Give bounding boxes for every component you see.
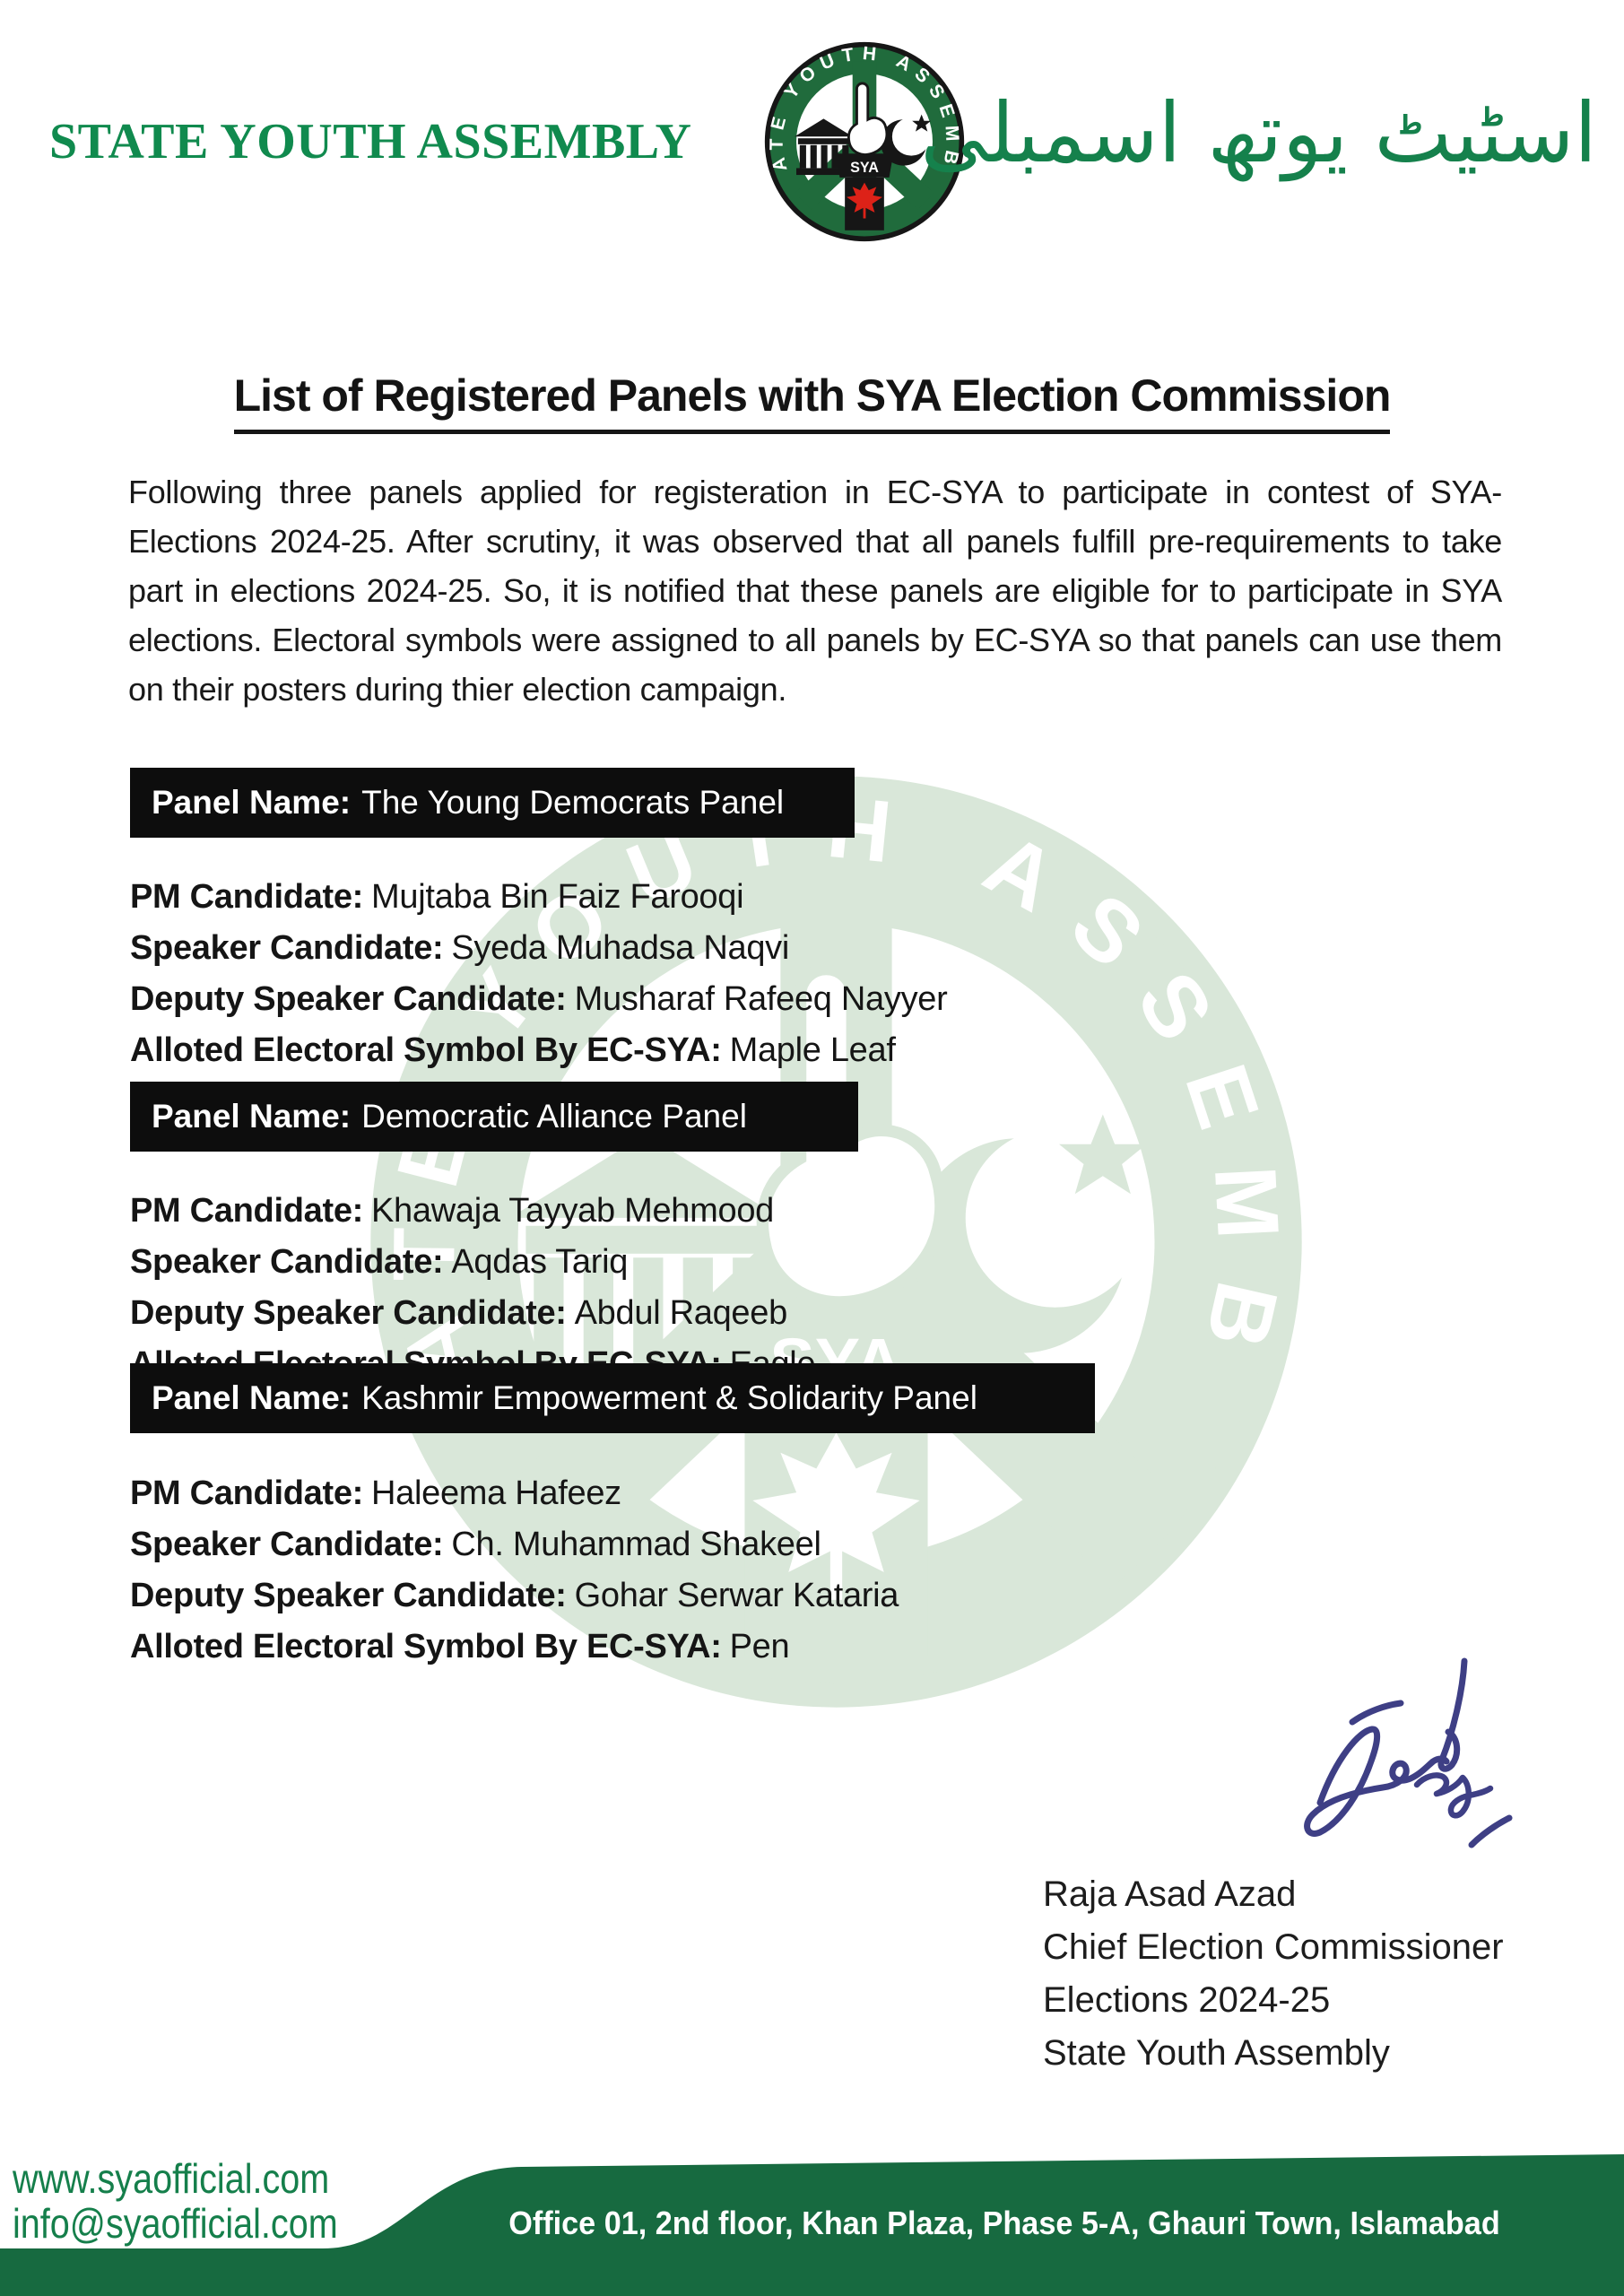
panel-field-pm <box>130 1186 815 1237</box>
field-value: Aqdas Tariq <box>451 1243 629 1281</box>
page-title: List of Registered Panels with SYA Election Commission <box>234 370 1391 434</box>
field-label: PM Candidate: <box>130 878 364 916</box>
field-value: Mujtaba Bin Faiz Farooqi <box>371 878 744 916</box>
intro-paragraph: Following three panels applied for registeration in EC-SYA to participate in contest of SYA-Elections 2024-25. After scrutiny, it was observed that all panels fulfill pre-requirements to take part in elections 2024-25. So, it is notified that these panels are eligible for to participate in SYA elections. Electoral symbols were assigned to all panels by EC-SYA so that panels can use them on their posters during thier election campaign. <box>128 474 1502 708</box>
field-label: Alloted Electoral Symbol By EC-SYA: <box>130 1031 722 1069</box>
org-name-urdu: اسٹیٹ یوتھ اسمبلی <box>920 85 1597 181</box>
field-value: Gohar Serwar Kataria <box>574 1577 899 1614</box>
panel-name-value: Kashmir Empowerment & Solidarity Panel <box>361 1379 977 1416</box>
panel-details <box>130 872 947 1076</box>
field-value: Syeda Muhadsa Naqvi <box>451 929 790 967</box>
panel-name-label: Panel Name: <box>152 784 352 821</box>
field-value: Ch. Muhammad Shakeel <box>451 1526 821 1563</box>
panel-name-bar <box>130 768 855 838</box>
panel-name-bar <box>130 1363 1095 1433</box>
panel-details <box>130 1186 815 1390</box>
field-label: PM Candidate: <box>130 1474 364 1512</box>
panel-field-deputy <box>130 1288 815 1339</box>
field-label: Deputy Speaker Candidate: <box>130 1294 567 1332</box>
field-value: Pen <box>729 1628 790 1665</box>
field-value: Musharaf Rafeeq Nayyer <box>574 980 948 1018</box>
panel-field-speaker <box>130 1519 899 1570</box>
signatory-elections: Elections 2024-25 <box>1043 1980 1331 2020</box>
field-label: Deputy Speaker Candidate: <box>130 980 567 1018</box>
field-label: PM Candidate: <box>130 1192 364 1230</box>
field-value: Abdul Raqeeb <box>574 1294 787 1332</box>
signature-block <box>1043 1868 1504 2080</box>
panel-field-speaker <box>130 923 947 974</box>
footer-contact <box>13 2156 338 2246</box>
field-label: Speaker Candidate: <box>130 929 444 967</box>
panel-name-label: Panel Name: <box>152 1098 352 1135</box>
panel-field-deputy <box>130 1570 899 1622</box>
field-label: Speaker Candidate: <box>130 1526 444 1563</box>
panel-name-bar <box>130 1082 858 1152</box>
signatory-name: Raja Asad Azad <box>1043 1874 1297 1914</box>
field-value: Haleema Hafeez <box>371 1474 621 1512</box>
org-name-english: STATE YOUTH ASSEMBLY <box>49 114 692 170</box>
panel-field-symbol <box>130 1025 947 1076</box>
office-address: Office 01, 2nd floor, Khan Plaza, Phase 5-A, Ghauri Town, Islamabad <box>508 2205 1500 2241</box>
signatory-org: State Youth Assembly <box>1043 2033 1390 2073</box>
panel-field-pm <box>130 1468 899 1519</box>
signatory-role: Chief Election Commissioner <box>1043 1927 1504 1967</box>
panel-field-pm <box>130 872 947 923</box>
field-value: Khawaja Tayyab Mehmood <box>371 1192 774 1230</box>
panel-name-value: The Young Democrats Panel <box>361 784 785 821</box>
signature-image <box>1273 1648 1542 1877</box>
website-text: www.syaofficial.com <box>13 2155 330 2202</box>
field-label: Deputy Speaker Candidate: <box>130 1577 567 1614</box>
email-text: info@syaofficial.com <box>13 2200 338 2247</box>
panel-field-speaker <box>130 1237 815 1288</box>
panel-name-value: Democratic Alliance Panel <box>361 1098 747 1135</box>
panel-details <box>130 1468 899 1673</box>
title-row <box>0 370 1624 434</box>
panel-field-deputy <box>130 974 947 1025</box>
field-label: Speaker Candidate: <box>130 1243 444 1281</box>
field-label: Alloted Electoral Symbol By EC-SYA: <box>130 1628 722 1665</box>
field-value: Maple Leaf <box>729 1031 896 1069</box>
panel-name-label: Panel Name: <box>152 1379 352 1416</box>
panel-field-symbol <box>130 1622 899 1673</box>
